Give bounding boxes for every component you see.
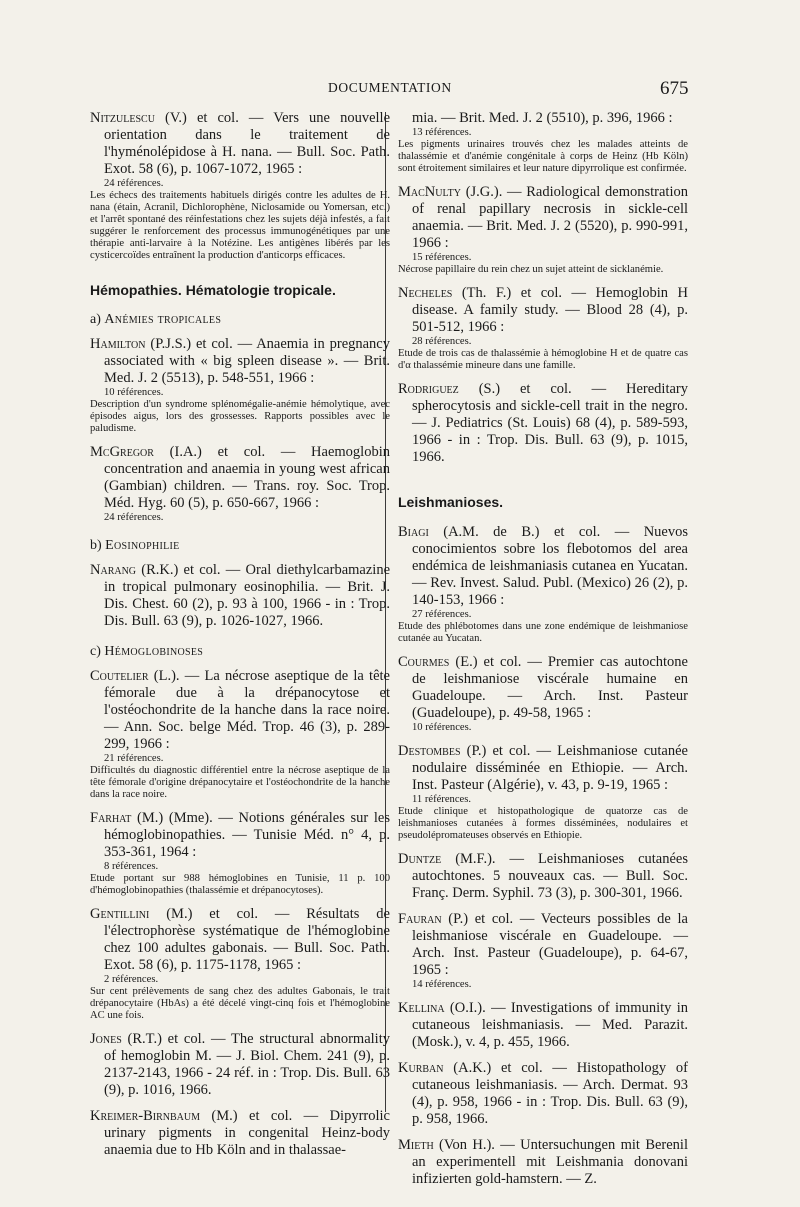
bibliography-entry	[398, 654, 688, 734]
citation	[90, 906, 390, 974]
reference-count: 8 références.	[104, 861, 159, 872]
citation-text: (O.I.). — Investigations of immunity in cutaneous leishmaniasis. — Med. Parazit. (Mosk.), v. 4, p. 455, 1966.	[412, 1000, 688, 1050]
citation	[90, 1031, 390, 1099]
citation	[398, 1060, 688, 1128]
citation	[398, 743, 688, 794]
bibliography-entry	[398, 285, 688, 372]
running-title: DOCUMENTATION	[328, 80, 452, 95]
author-name: McGregor	[90, 444, 154, 460]
reference-count: 24 références.	[104, 178, 164, 189]
author-name: Gentillini	[90, 906, 150, 922]
citation-text: (P.) et col. — Vecteurs possibles de la leishmaniose viscérale en Guadeloupe. — Arch. Inst. Pasteur (Guadeloupe), p. 64-67, 1965 :	[412, 911, 688, 978]
abstract-note: Les échecs des traitements habituels dirigés contre les adultes de H. nana (étain, Acranil, Dichlorophène, Niclosamide ou Yomersan, etc.) et l'arrêt spontané des réinfestations chez les sujets déjà infestés, a fait suggérer le renforcement des processus immunogénétiques par une thérapie anti-larvaire à la Notézine. Les antigènes libérés par les cysticercoïdes entraînent la production d'anticorps efficaces.	[90, 190, 390, 261]
author-name: Necheles	[398, 285, 453, 301]
bibliography-entry	[90, 336, 390, 435]
citation-text: (A.M. de B.) et col. — Nuevos conocimientos sobre los flebotomos del area endémica de leishmaniasis cutanea en Yucatan. — Rev. Invest. Salud. Publ. (Mexico) 26 (2), p. 140-153, 1966 :	[412, 524, 688, 608]
bibliography-entry	[398, 524, 688, 645]
citation-text: (P.) et col. — Leishmaniose cutanée nodulaire disséminée en Ethiopie. — Arch. Inst. Pasteur (Algérie), v. 43, p. 9-19, 1965 :	[412, 743, 688, 793]
abstract-note: Etude de trois cas de thalassémie à hémoglobine H et de quatre cas d'α thalassémie mineure dans une famille.	[398, 348, 688, 371]
reference-count: 28 références.	[412, 336, 472, 347]
citation-text: (R.K.) et col. — Oral diethylcarbamazine in tropical pulmonary eosinophilia. — Brit. J. Dis. Chest. 60 (2), p. 93 à 100, 1966 - in : Trop. Dis. Bull. 63 (9), p. 1026-1027, 1966.	[104, 562, 390, 629]
bibliography-entry	[398, 1137, 688, 1188]
author-name: Hamilton	[90, 336, 146, 352]
author-name: MacNulty	[398, 184, 461, 200]
author-name: Destombes	[398, 743, 461, 759]
citation-text: (S.) et col. — Hereditary spherocytosis and sickle-cell trait in the negro. — J. Pediatrics (St. Louis) 68 (4), p. 589-593, 1966 - in : Trop. Dis. Bull. 63 (9), p. 1015, 1966.	[412, 381, 688, 465]
abstract-note: Etude portant sur 988 hémoglobines en Tunisie, 11 p. 100 d'hémoglobinopathies (thalassémie et drépanocytoses).	[90, 873, 390, 896]
section-heading: Leishmanioses.	[398, 494, 504, 510]
bibliography-entry	[398, 184, 688, 276]
bibliography-entry	[398, 1060, 688, 1128]
citation	[90, 810, 390, 861]
reference-count: 27 références.	[412, 609, 472, 620]
reference-count: 14 références.	[412, 979, 472, 990]
right-column	[398, 110, 688, 1197]
reference-count: 24 références.	[104, 512, 164, 523]
citation	[90, 668, 390, 753]
bibliography-entry	[90, 810, 390, 897]
bibliography-entry	[398, 381, 688, 466]
subsection-letter: a)	[90, 312, 105, 327]
citation	[90, 562, 390, 630]
author-name: Rodriguez	[398, 381, 459, 397]
citation	[398, 1137, 688, 1188]
citation	[398, 381, 688, 466]
bibliography-entry	[90, 906, 390, 1022]
subsection-heading	[90, 312, 390, 328]
bibliography-entry-continued	[398, 110, 688, 175]
subsection-title: Eosinophilie	[105, 538, 180, 553]
author-name: Farhat	[90, 810, 132, 826]
citation	[398, 851, 688, 902]
left-column	[90, 110, 390, 1168]
citation	[398, 184, 688, 252]
citation-text: (M.) et col. — Dipyrrolic urinary pigments in congenital Heinz-body anaemia due to Hb Köln and in thalassae-	[104, 1108, 390, 1158]
citation	[90, 444, 390, 512]
abstract-note: Sur cent prélèvements de sang chez des adultes Gabonais, le trait drépanocytaire (HbAs) a été décelé vingt-cinq fois et l'hémoglobine AC une fois.	[90, 986, 390, 1021]
citation	[398, 285, 688, 336]
bibliography-entry	[398, 851, 688, 902]
citation	[90, 110, 390, 178]
bibliography-entry	[398, 743, 688, 842]
reference-count: 11 références.	[412, 794, 472, 805]
citation: mia. — Brit. Med. J. 2 (5510), p. 396, 1966 :	[412, 110, 673, 126]
reference-count: 15 références.	[412, 252, 472, 263]
citation-text: (Th. F.) et col. — Hemoglobin H disease. A family study. — Blood 28 (4), p. 501-512, 1966 :	[412, 285, 688, 335]
citation-text: (J.G.). — Radiological demonstration of renal papillary necrosis in sickle-cell anaemia. — Brit. Med. J. 2 (5520), p. 990-991, 1966 :	[412, 184, 688, 251]
abstract-note: Nécrose papillaire du rein chez un sujet atteint de sicklanémie.	[398, 264, 664, 275]
citation-text: (I.A.) et col. — Haemoglobin concentration and anaemia in young west african (Gambian) children. — Trans. roy. Soc. Trop. Méd. Hyg. 60 (5), p. 650-667, 1966 :	[104, 444, 390, 511]
abstract-note: Difficultés du diagnostic différentiel entre la nécrose aseptique de la tête fémorale d'origine drépanocytaire et l'ostéochondrite de la hanche dans la race noire.	[90, 765, 390, 800]
citation-text: (M.F.). — Leishmanioses cutanées autochtones. 5 nouveaux cas. — Bull. Soc. Franç. Derm. Syphil. 73 (3), p. 300-301, 1966.	[412, 851, 688, 901]
author-name: Kurban	[398, 1060, 444, 1076]
reference-count: 10 références.	[412, 722, 472, 733]
citation-text: (P.J.S.) et col. — Anaemia in pregnancy associated with « big spleen disease ». — Brit. Med. J. 2 (5513), p. 548-551, 1966 :	[104, 336, 390, 386]
bibliography-entry	[90, 668, 390, 801]
author-name: Kreimer-Birnbaum	[90, 1108, 200, 1124]
author-name: Fauran	[398, 911, 442, 927]
citation	[398, 911, 688, 979]
citation-text: (A.K.) et col. — Histopathology of cutaneous leishmaniasis. — Arch. Dermat. 93 (4), p. 958, 1966 - in : Trop. Dis. Bull. 63 (9), p. 958, 1966.	[412, 1060, 688, 1127]
abstract-note: Les pigments urinaires trouvés chez les malades atteints de thalassémie et d'anémie congénitale à corps de Heinz (Hb Köln) sont étroitement similaires et leur nature dipyrrolique est confirmée.	[398, 139, 688, 174]
bibliography-entry	[398, 911, 688, 991]
author-name: Kellina	[398, 1000, 445, 1016]
reference-count: 21 références.	[104, 753, 164, 764]
citation-text: (V.) et col. — Vers une nouvelle orientation dans le traitement de l'hyménolépidose à H. nana. — Bull. Soc. Path. Exot. 58 (6), p. 1067-1072, 1965 :	[104, 110, 390, 177]
bibliography-entry	[90, 1031, 390, 1099]
author-name: Jones	[90, 1031, 122, 1047]
running-head	[0, 78, 800, 100]
author-name: Duntze	[398, 851, 442, 867]
reference-count: 2 références.	[104, 974, 159, 985]
citation-text: (L.). — La nécrose aseptique de la tête fémorale due à la drépanocytose et l'ostéochondrite de la hanche dans la race noire. — Ann. Soc. belge Méd. Trop. 46 (3), p. 289-299, 1966 :	[104, 668, 390, 752]
bibliography-entry	[90, 562, 390, 630]
author-name: Nitzulescu	[90, 110, 155, 126]
subsection-letter: c)	[90, 644, 105, 659]
subsection-title: Anémies tropicales	[104, 312, 222, 327]
citation	[90, 1108, 390, 1159]
bibliography-entry	[398, 1000, 688, 1051]
author-name: Narang	[90, 562, 137, 578]
page-number: 675	[660, 78, 689, 99]
author-name: Mieth	[398, 1137, 434, 1153]
subsection-heading	[90, 538, 390, 554]
section-heading: Hémopathies. Hématologie tropicale.	[90, 282, 336, 298]
abstract-note: Etude clinique et histopathologique de quatorze cas de leishmanioses cutanées à formes disséminées, nodulaires et pseudolépromateuses observés en Ethiopie.	[398, 806, 688, 841]
subsection-title: Hémoglobinoses	[104, 644, 204, 659]
abstract-note: Etude des phlébotomes dans une zone endémique de leishmaniose cutanée au Yucatan.	[398, 621, 688, 644]
bibliography-entry	[90, 1108, 390, 1159]
citation-text: (E.) et col. — Premier cas autochtone de leishmaniose viscérale humaine en Guadeloupe. — Arch. Inst. Pasteur (Guadeloupe), p. 49-58, 1965 :	[412, 654, 688, 721]
citation-text: (R.T.) et col. — The structural abnormality of hemoglobin M. — J. Biol. Chem. 241 (9), p. 2137-2143, 1966 - 24 réf. in : Trop. Dis. Bull. 63 (9), p. 1016, 1966.	[104, 1031, 390, 1098]
author-name: Courmes	[398, 654, 450, 670]
citation	[398, 1000, 688, 1051]
citation	[398, 524, 688, 609]
citation-text: (M.) et col. — Résultats de l'électrophorèse systématique de l'hémoglobine chez 100 adultes gabonais. — Bull. Soc. Path. Exot. 58 (6), p. 1175-1178, 1965 :	[104, 906, 390, 973]
citation-text: (M.) (Mme). — Notions générales sur les hémoglobinopathies. — Tunisie Méd. n° 4, p. 353-361, 1964 :	[104, 810, 390, 860]
abstract-note: Description d'un syndrome splénomégalie-anémie hémolytique, avec épisodes aigus, lors des grossesses. Rapports possibles avec le paludisme.	[90, 399, 390, 434]
subsection-letter: b)	[90, 538, 106, 553]
reference-count: 10 références.	[104, 387, 164, 398]
subsection-heading	[90, 644, 390, 660]
author-name: Coutelier	[90, 668, 149, 684]
bibliography-entry	[90, 444, 390, 524]
citation	[398, 654, 688, 722]
author-name: Biagi	[398, 524, 429, 540]
bibliography-entry	[90, 110, 390, 262]
citation-text: (Von H.). — Untersuchungen mit Berenil an experimentell mit Leishmania donovani infizierten gold-hamstern. — Z.	[412, 1137, 688, 1187]
citation	[90, 336, 390, 387]
reference-count: 13 références.	[412, 127, 472, 138]
